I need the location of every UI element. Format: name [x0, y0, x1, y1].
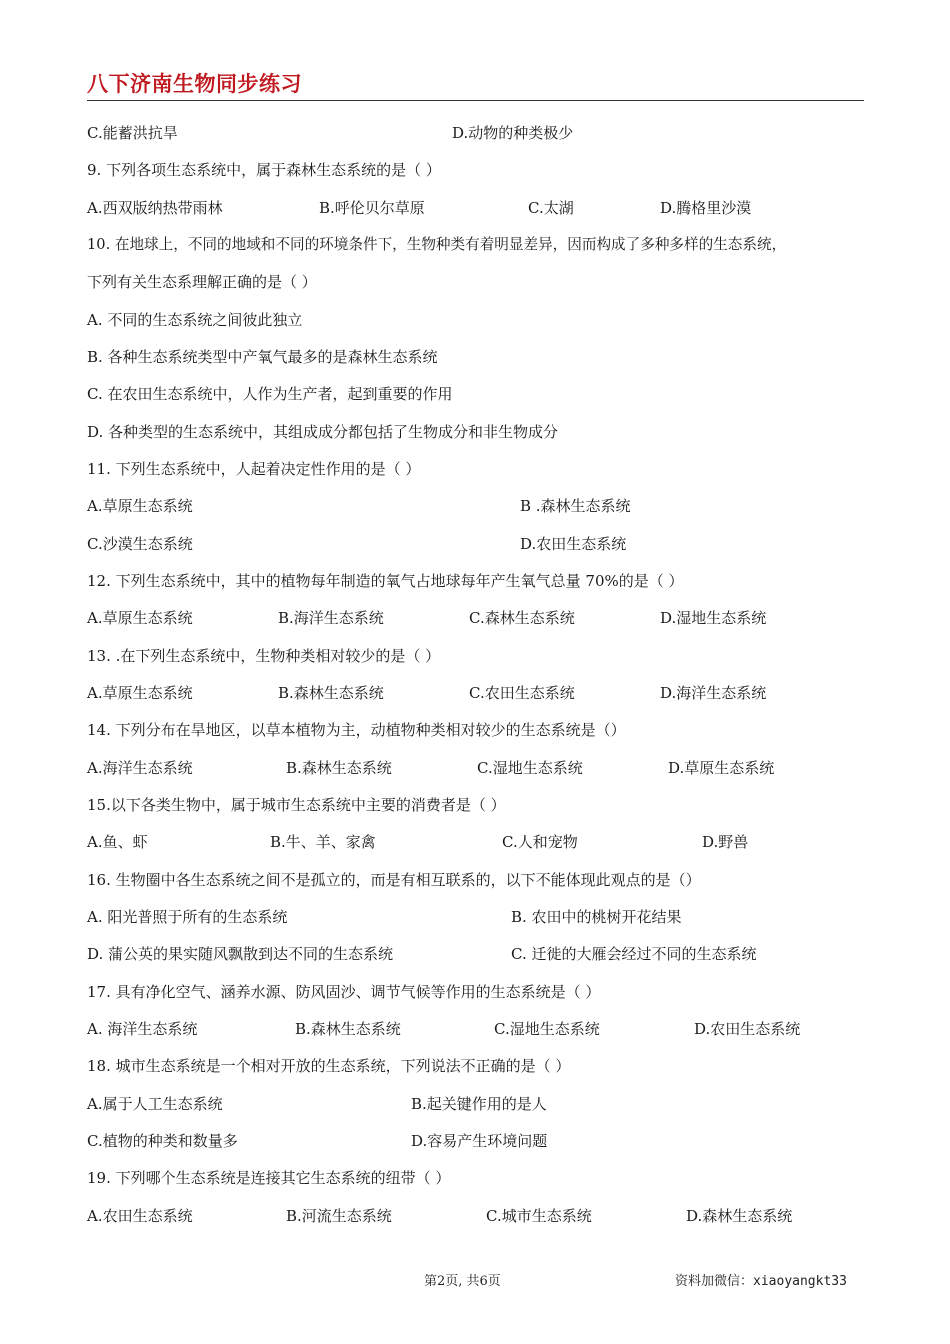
option-text: D.农田生态系统 — [520, 535, 627, 553]
option-text: A.鱼、虾 — [87, 833, 148, 851]
contact-id: xiaoyangkt33 — [753, 1274, 847, 1289]
option-text: D. 各种类型的生态系统中，其组成成分都包括了生物成分和非生物成分 — [87, 423, 559, 441]
option-text: B.牛、羊、家禽 — [270, 833, 376, 851]
option-text: D.容易产生环境问题 — [411, 1132, 548, 1150]
option-text: D.腾格里沙漠 — [660, 199, 752, 217]
option-text: A. 海洋生态系统 — [87, 1020, 198, 1038]
option-text: B .森林生态系统 — [520, 497, 631, 515]
option-text: D.草原生态系统 — [668, 759, 775, 777]
option-text: B. 各种生态系统类型中产氧气最多的是森林生态系统 — [87, 348, 438, 366]
contact-label: 资料加微信： — [675, 1274, 754, 1289]
question-11-stem: 11. 下列生态系统中，人起着决定性作用的是（ ） — [87, 460, 421, 478]
option-text: D.湿地生态系统 — [660, 609, 767, 627]
option-text: B.森林生态系统 — [278, 684, 384, 702]
page-header-title: 八下济南生物同步练习 — [87, 72, 302, 96]
option-text: C.太湖 — [528, 199, 574, 217]
footer-contact — [675, 1270, 847, 1289]
option-text: C. 迁徙的大雁会经过不同的生态系统 — [511, 945, 757, 963]
question-9-stem: 9. 下列各项生态系统中，属于森林生态系统的是（ ） — [87, 161, 441, 179]
page-number: 第2页, 共6页 — [424, 1274, 501, 1289]
option-text: B.森林生态系统 — [286, 759, 392, 777]
header-divider — [87, 100, 864, 101]
option-text: D. 蒲公英的果实随风飘散到达不同的生态系统 — [87, 945, 394, 963]
option-text: C.农田生态系统 — [469, 684, 575, 702]
option-text: D.森林生态系统 — [686, 1207, 793, 1225]
option-text: A.草原生态系统 — [87, 497, 193, 515]
question-16-stem: 16. 生物圈中各生态系统之间不是孤立的，而是有相互联系的，以下不能体现此观点的是（） — [87, 871, 701, 889]
option-text: A.属于人工生态系统 — [87, 1095, 223, 1113]
question-13-stem: 13. .在下列生态系统中，生物种类相对较少的是（ ） — [87, 647, 441, 665]
option-text: B.海洋生态系统 — [278, 609, 384, 627]
option-text: D.海洋生态系统 — [660, 684, 767, 702]
option-text: A.西双版纳热带雨林 — [87, 199, 223, 217]
option-text: D.动物的种类极少 — [452, 124, 574, 142]
option-text: A.草原生态系统 — [87, 684, 193, 702]
option-text: A.农田生态系统 — [87, 1207, 193, 1225]
question-10-stem: 10. 在地球上，不同的地域和不同的环境条件下，生物种类有着明显差异，因而构成了多种多样的生态系统， — [87, 236, 787, 253]
option-text: A. 阳光普照于所有的生态系统 — [87, 908, 288, 926]
question-14-stem: 14. 下列分布在旱地区，以草本植物为主，动植物种类相对较少的生态系统是（） — [87, 721, 626, 739]
option-text: C.城市生态系统 — [486, 1207, 592, 1225]
question-17-stem: 17. 具有净化空气、涵养水源、防风固沙、调节气候等作用的生态系统是（ ） — [87, 983, 601, 1001]
question-12-stem: 12. 下列生态系统中，其中的植物每年制造的氧气占地球每年产生氧气总量 70%的是（ ） — [87, 572, 684, 590]
option-text: C.湿地生态系统 — [477, 759, 583, 777]
option-text: C.沙漠生态系统 — [87, 535, 193, 553]
question-10-stem-cont: 下列有关生态系理解正确的是（ ） — [87, 273, 317, 291]
option-text: D.农田生态系统 — [694, 1020, 801, 1038]
option-text: B.呼伦贝尔草原 — [319, 199, 425, 217]
option-text: C. 在农田生态系统中，人作为生产者，起到重要的作用 — [87, 385, 453, 403]
option-text: D.野兽 — [702, 833, 749, 851]
option-text: C.湿地生态系统 — [494, 1020, 600, 1038]
option-text: A.海洋生态系统 — [87, 759, 193, 777]
option-text: B.森林生态系统 — [295, 1020, 401, 1038]
option-text: A. 不同的生态系统之间彼此独立 — [87, 311, 303, 329]
question-19-stem: 19. 下列哪个生态系统是连接其它生态系统的纽带（ ） — [87, 1169, 451, 1187]
option-text: C.能蓄洪抗旱 — [87, 124, 178, 142]
option-text: C.人和宠物 — [502, 833, 578, 851]
option-text: C.森林生态系统 — [469, 609, 575, 627]
option-text: C.植物的种类和数量多 — [87, 1132, 238, 1150]
option-text: B.河流生态系统 — [286, 1207, 392, 1225]
option-text: A.草原生态系统 — [87, 609, 193, 627]
question-15-stem: 15.以下各类生物中，属于城市生态系统中主要的消费者是（ ） — [87, 796, 506, 814]
option-text: B.起关键作用的是人 — [411, 1095, 547, 1113]
question-18-stem: 18. 城市生态系统是一个相对开放的生态系统，下列说法不正确的是（ ） — [87, 1057, 571, 1075]
option-text: B. 农田中的桃树开花结果 — [511, 908, 682, 926]
